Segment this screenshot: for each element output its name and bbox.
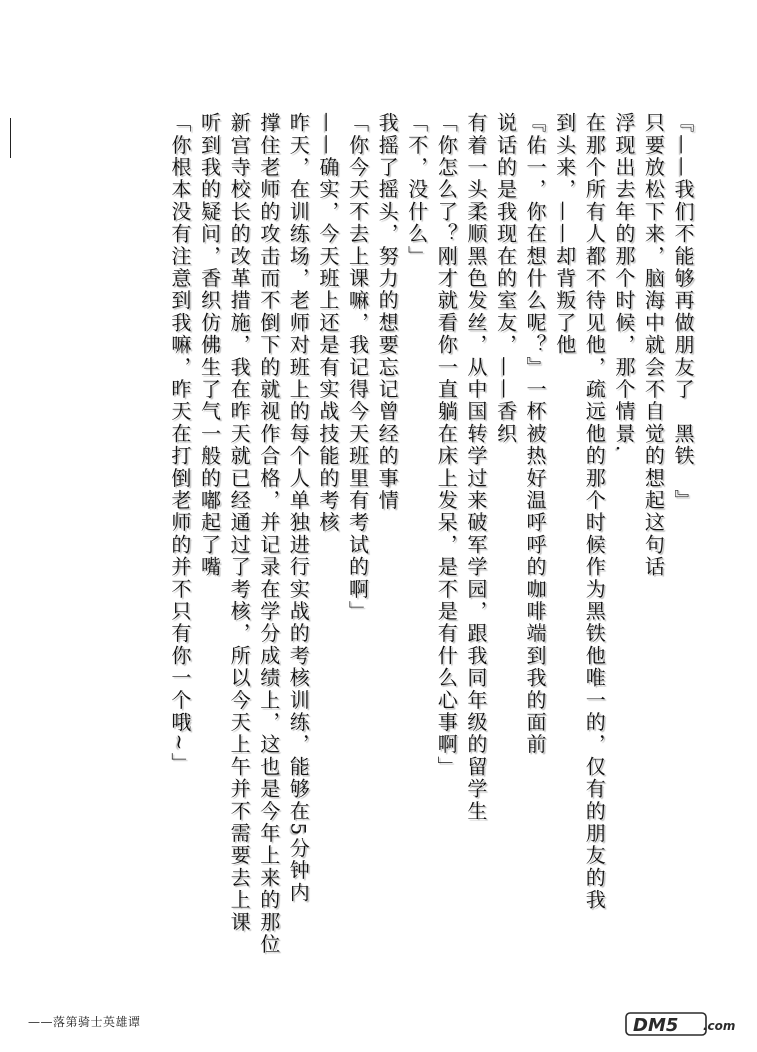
text-line: 「你今天不去上课嘛，我记得今天班里有考试的啊」 <box>345 112 370 623</box>
text-line: 昨天，在训练场，老师对班上的每个人单独进行实战的考核训练，能够在5分钟内 <box>286 112 311 904</box>
text-line: 有着一头柔顺黑色发丝，从中国转学过来破军学园，跟我同年级的留学生 <box>463 112 488 823</box>
text-line: ——确实，今天班上还是有实战技能的考核 <box>315 112 340 534</box>
text-line: 到头来，——却背叛了他 <box>552 112 577 357</box>
text-line: 听到我的疑问，香织仿佛生了气一般的嘟起了嘴 <box>197 112 222 579</box>
page-edge-line <box>10 118 11 158</box>
site-watermark-logo <box>625 1010 743 1038</box>
text-line: 说话的是我现在的室友，——香织 <box>493 112 518 445</box>
text-line: 『佑一，你在想什么呢？』一杯被热好温呼呼的咖啡端到我的面前 <box>523 112 548 756</box>
text-line: 「不，没什么」 <box>404 112 429 268</box>
watermark-suffix: .com <box>703 1019 736 1033</box>
book-title-footer: ——落第骑士英雄谭 <box>28 1015 141 1029</box>
text-line: 「你怎么了？刚才就看你一直躺在床上发呆，是不是有什么心事啊」 <box>434 112 459 778</box>
text-line: 只要放松下来，脑海中就会不自觉的想起这句话 <box>641 112 666 579</box>
watermark-brand: DM5 <box>633 1015 679 1036</box>
text-line: 浮现出去年的那个时候，那个情景. <box>611 112 636 454</box>
text-line: 在那个所有人都不待见他，疏远他的那个时候作为黑铁他唯一的，仅有的朋友的我 <box>582 112 607 912</box>
text-line: 『——我们不能够再做朋友了 黑铁 』 <box>671 112 695 512</box>
text-line: 「你根本没有注意到我嘛，昨天在打倒老师的并不只有你一个哦~」 <box>167 112 192 775</box>
text-line: 新宫寺校长的改革措施，我在昨天就已经通过了考核，所以今天上午并不需要去上课 <box>227 112 252 934</box>
text-line: 撑住老师的攻击而不倒下的就视作合格，并记录在学分成绩上，这也是今年上来的那位 <box>256 112 281 956</box>
text-line: 我摇了摇头，努力的想要忘记曾经的事情 <box>375 112 400 512</box>
vertical-text-body <box>164 112 697 992</box>
